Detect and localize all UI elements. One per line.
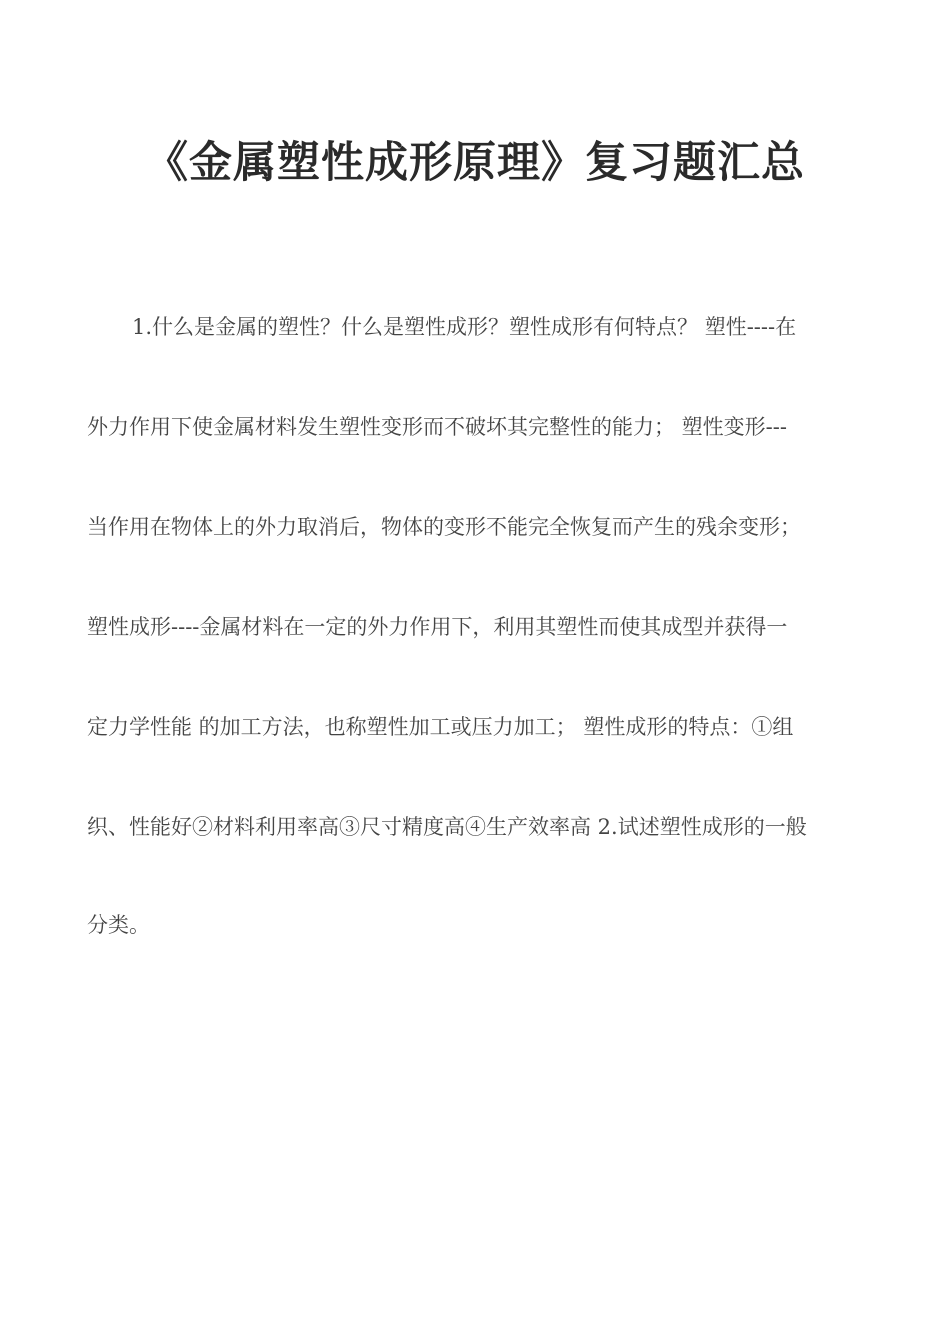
paragraph-line-6: 织、性能好②材料利用率高③尺寸精度高④生产效率高 2.试述塑性成形的一般 <box>87 815 807 839</box>
paragraph-line-4: 塑性成形----金属材料在一定的外力作用下，利用其塑性而使其成型并获得一 <box>87 615 788 639</box>
document-title: 《金属塑性成形原理》复习题汇总 <box>145 138 805 188</box>
paragraph-line-2: 外力作用下使金属材料发生塑性变形而不破坏其完整性的能力； 塑性变形--- <box>87 415 787 439</box>
paragraph-line-1: 1.什么是金属的塑性？什么是塑性成形？塑性成形有何特点？ 塑性----在 <box>132 315 797 339</box>
paragraph-line-3: 当作用在物体上的外力取消后，物体的变形不能完全恢复而产生的残余变形； <box>87 515 801 539</box>
paragraph-line-5: 定力学性能 的加工方法，也称塑性加工或压力加工； 塑性成形的特点：①组 <box>87 715 794 739</box>
paragraph-line-7: 分类。 <box>87 913 150 937</box>
